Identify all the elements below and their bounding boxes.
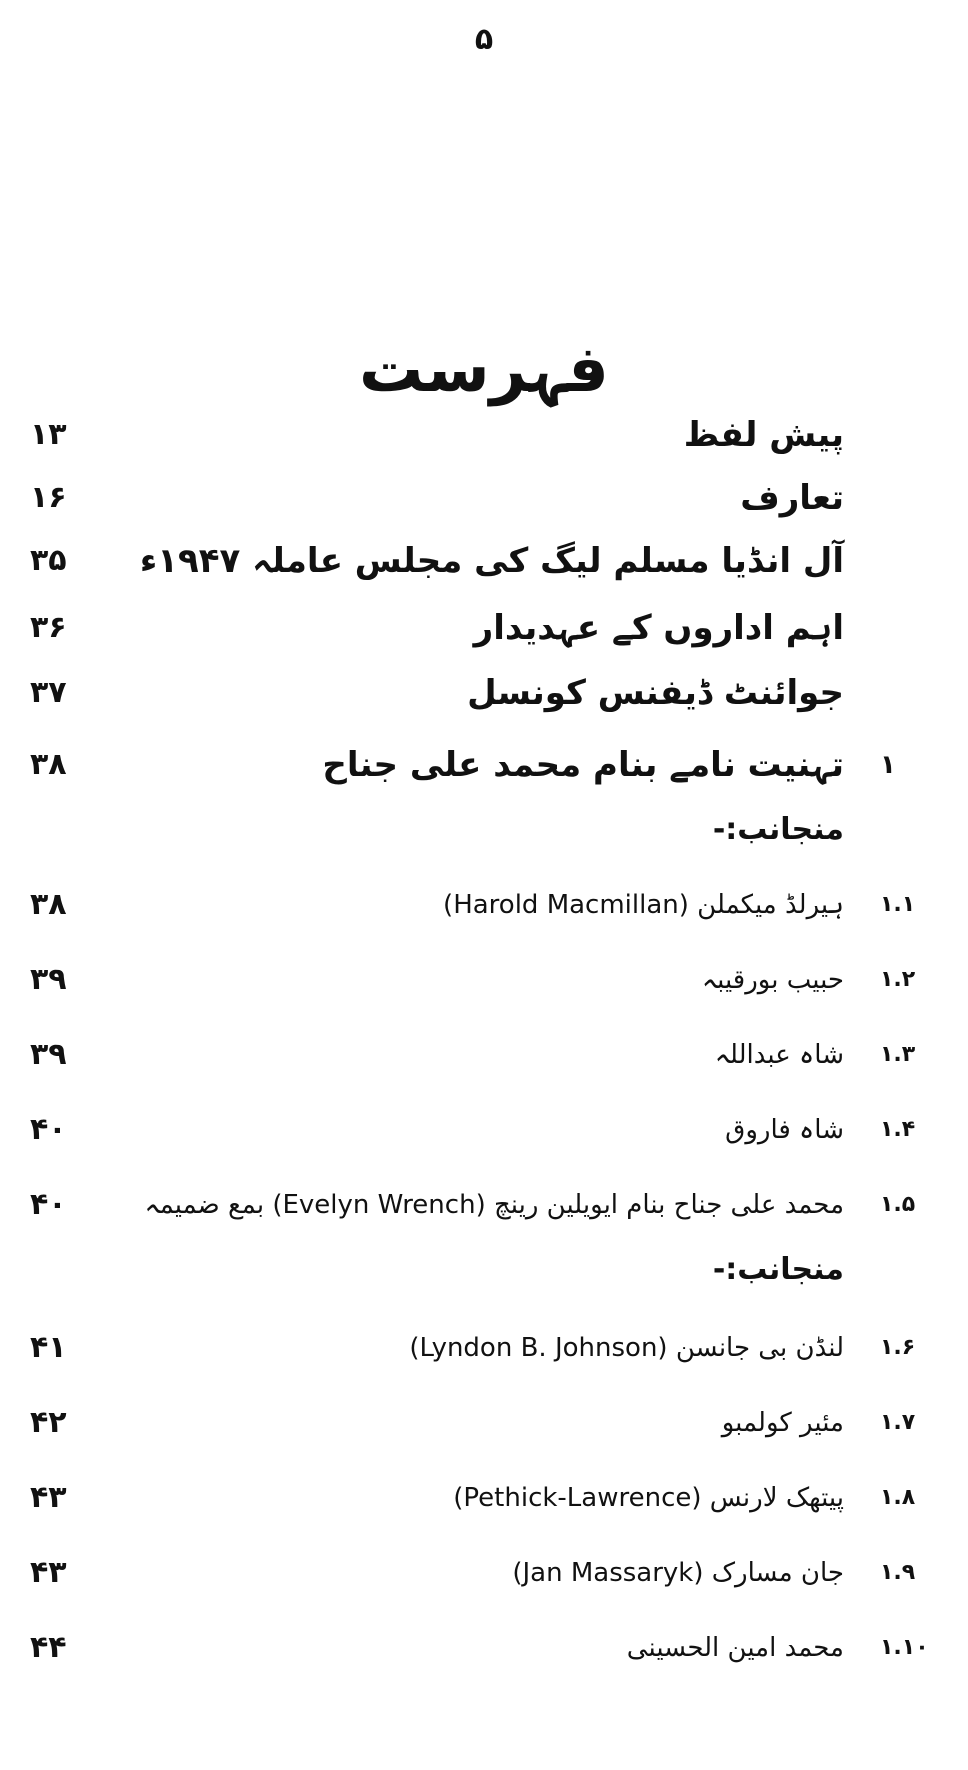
toc-entry (0, 1100, 968, 1160)
entry-title: پیش لفظ (683, 415, 844, 455)
entry-title: آل انڈیا مسلم لیگ کی مجلس عاملہ ۱۹۴۷ء (139, 541, 844, 581)
entry-title: لنڈن بی جانسن (Lyndon B. Johnson) (409, 1333, 844, 1363)
toc-entry (0, 1468, 968, 1528)
entry-number: ۱.۵ (880, 1192, 916, 1217)
entry-title: جان مسارک (Jan Massaryk) (512, 1558, 844, 1588)
toc-entry (0, 1025, 968, 1085)
entry-number: ۱.۸ (880, 1485, 916, 1510)
entry-page: ۴۳ (30, 1555, 67, 1590)
toc-title: فہرست (359, 333, 609, 407)
entry-number: ۱.۶ (880, 1335, 916, 1360)
entry-number: ۱.۳ (880, 1042, 916, 1067)
entry-title: حبیب بورقیبہ (701, 965, 844, 995)
entry-number: ۱.۱ (880, 892, 916, 917)
entry-page: ۳۶ (30, 610, 67, 645)
entry-title: مئیر کولمبو (721, 1408, 844, 1438)
entry-page: ۳۵ (30, 543, 67, 578)
entry-page: ۴۳ (30, 1480, 67, 1515)
toc-entry (0, 598, 968, 658)
entry-number: ۱ (880, 750, 896, 780)
toc-entry (0, 875, 968, 935)
entry-page: ۴۰ (30, 1112, 67, 1147)
entry-number: ۱.۷ (880, 1410, 916, 1435)
entry-title: شاہ فاروق (725, 1115, 844, 1145)
entry-title: تہنیت نامے بنام محمد علی جناح (322, 745, 844, 785)
entry-title: اہم اداروں کے عہدیدار (473, 608, 844, 648)
toc-entry (0, 1240, 968, 1300)
entry-page: ۱۳ (30, 417, 67, 452)
toc-entry (0, 468, 968, 528)
entry-title: پیتھک لارنس (Pethick-Lawrence) (453, 1483, 844, 1513)
entry-title: محمد علی جناح بنام ایویلین رینچ (Evelyn Wrench) بمع ضمیمہ (144, 1190, 844, 1220)
entry-title: منجانب:- (712, 812, 844, 847)
toc-entry (0, 663, 968, 723)
entry-page: ۳۸ (30, 747, 67, 782)
toc-entry (0, 1175, 968, 1235)
entry-page: ۳۹ (30, 962, 67, 997)
toc-entry (0, 1543, 968, 1603)
entry-title: محمد امین الحسینی (626, 1633, 844, 1663)
entry-page: ۳۸ (30, 887, 67, 922)
entry-page: ۴۲ (30, 1405, 67, 1440)
toc-entry (0, 1393, 968, 1453)
entry-number: ۱.۹ (880, 1560, 916, 1585)
toc-entry (0, 950, 968, 1010)
toc-entry (0, 1618, 968, 1678)
entry-title: شاہ عبداللہ (714, 1040, 844, 1070)
entry-page: ۴۴ (30, 1630, 67, 1665)
page-number: ۵ (474, 22, 494, 57)
entry-page: ۴۰ (30, 1187, 67, 1222)
toc-entry (0, 735, 968, 795)
entry-number: ۱.۴ (880, 1117, 916, 1142)
toc-entry (0, 405, 968, 465)
entry-page: ۳۹ (30, 1037, 67, 1072)
entry-title: منجانب:- (712, 1252, 844, 1287)
entry-title: تعارف (740, 478, 844, 518)
entry-number: ۱.۲ (880, 967, 916, 992)
toc-entry (0, 1318, 968, 1378)
entry-page: ۳۷ (30, 675, 67, 710)
entry-page: ۴۱ (30, 1330, 67, 1365)
entry-page: ۱۶ (30, 480, 67, 515)
toc-entry (0, 800, 968, 860)
toc-entry (0, 531, 968, 591)
entry-title: جوائنٹ ڈیفنس کونسل (467, 673, 844, 713)
entry-title: ہیرلڈ میکملن (Harold Macmillan) (443, 890, 844, 920)
entry-number: ۱.۱۰ (880, 1635, 929, 1660)
